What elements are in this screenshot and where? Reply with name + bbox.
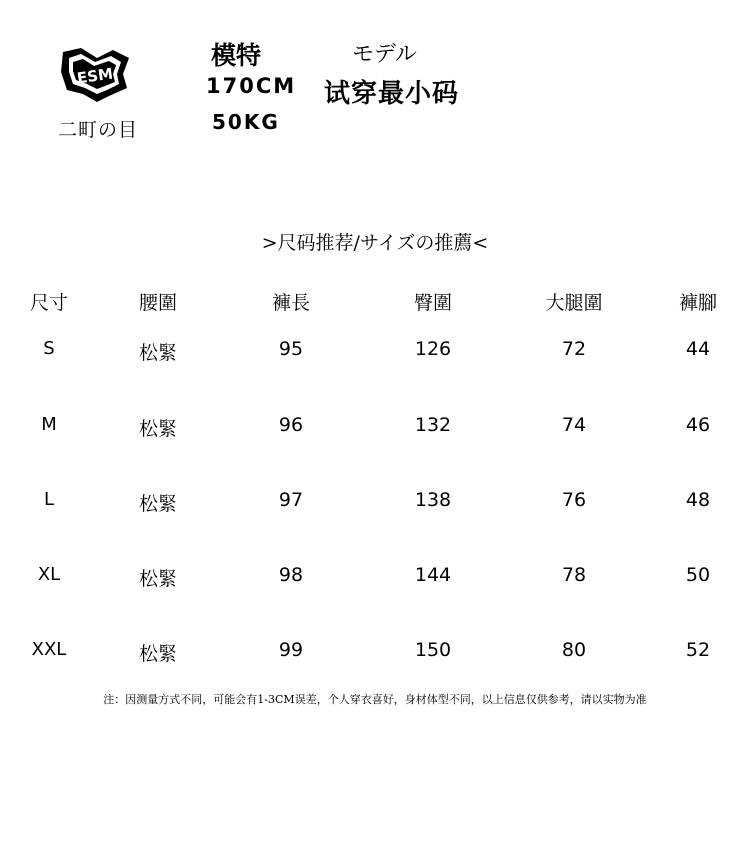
brand-logo-text: ESM [75,64,115,88]
cell-thigh: 74 [561,414,587,436]
cell-hem: 48 [685,489,711,511]
model-label-jp: モデル [352,42,417,67]
header-length: 褲長 [271,292,310,314]
section-title: >尺码推荐/サイズの推薦< [261,232,489,254]
cell-size: S [43,338,55,359]
cell-length: 99 [278,639,304,661]
cell-size: M [41,414,57,435]
cell-length: 98 [278,564,304,586]
cell-length: 96 [278,414,304,436]
header-hip: 臀圍 [413,292,452,314]
cell-size: L [43,489,55,510]
brand-logo-graphic [57,44,133,106]
cell-hip: 150 [414,639,452,661]
header-size: 尺寸 [29,292,68,314]
cell-length: 97 [278,489,304,511]
cell-thigh: 78 [561,564,587,586]
measurement-note: 注：因测量方式不同，可能会有1-3CM误差，个人穿衣喜好，身材体型不同，以上信息仅供参考，请以实物为准 [103,693,647,706]
cell-hem: 52 [685,639,711,661]
cell-thigh: 80 [561,639,587,661]
cell-waist: 松緊 [138,493,177,515]
model-label: 模特 [211,41,262,70]
cell-hip: 132 [414,414,452,436]
cell-hem: 50 [685,564,711,586]
cell-waist: 松緊 [138,643,177,665]
model-height: 170CM [206,74,297,98]
cell-hem: 44 [685,338,711,360]
brand-name: 二町の目 [57,119,138,141]
cell-hip: 126 [414,338,452,360]
header-hem: 褲腳 [678,292,717,314]
model-try-size: 试穿最小码 [324,79,460,109]
cell-thigh: 72 [561,338,587,360]
cell-length: 95 [278,338,304,360]
brand-logo [57,44,133,106]
cell-waist: 松緊 [138,418,177,440]
cell-hip: 138 [414,489,452,511]
cell-hip: 144 [414,564,452,586]
header-waist: 腰圍 [138,292,177,314]
model-weight: 50KG [212,110,280,134]
cell-hem: 46 [685,414,711,436]
cell-size: XL [37,564,61,585]
cell-waist: 松緊 [138,342,177,364]
cell-size: XXL [31,639,67,660]
header-thigh: 大腿圍 [545,292,603,314]
cell-waist: 松緊 [138,568,177,590]
cell-thigh: 76 [561,489,587,511]
